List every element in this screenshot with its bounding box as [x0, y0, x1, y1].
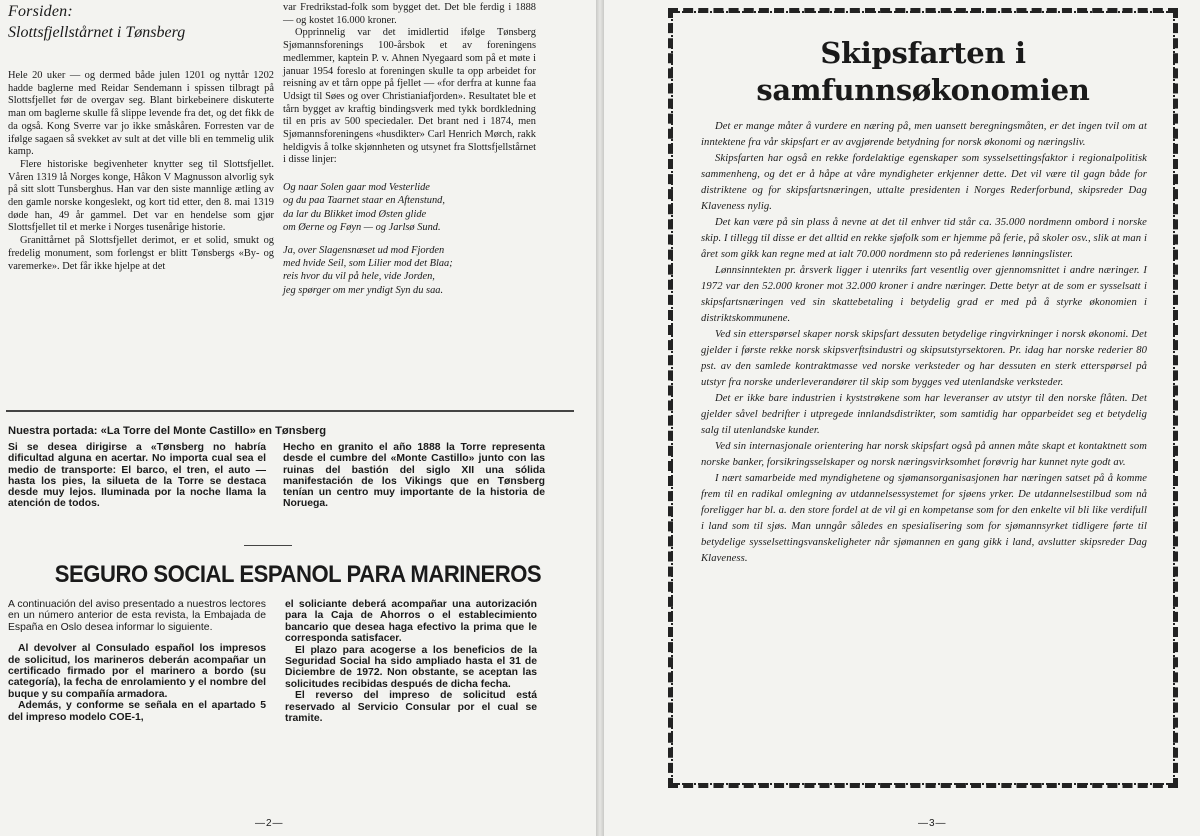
- front-paragraph: var Fredrikstad-folk som bygget det. Det ble ferdig i 1888 — og kostet 16.000 kroner.: [283, 2, 536, 26]
- seguro-paragraph: el soliciante deberá acompañar una autorización para la Caja de Ahorros o el establecimiento bancario que desea haga efectivo la prima que le corresponda satisfacer.: [285, 599, 537, 645]
- page-number: —2—: [255, 818, 284, 829]
- poem-stanza: [283, 244, 536, 297]
- left-page: [0, 0, 596, 836]
- front-column-b: [283, 2, 536, 297]
- seguro-title: SEGURO SOCIAL ESPANOL PARA MARINEROS: [54, 561, 542, 588]
- front-paragraph: Granittårnet på Slottsfjellet derimot, er et solid, smukt og fredelig monument, som forlengst er blitt Tønsbergs «By- og varemerke». Det får ikke hjelpe at det: [8, 235, 274, 272]
- seguro-paragraph: El reverso del impreso de solicitud está reservado al Servicio Consular por el cual se tramite.: [285, 690, 537, 725]
- article-paragraph: Skipsfarten har også en rekke fordelaktige egenskaper som sysselsettingsfaktor i regionalpolitisk sammenheng, og det er å håpe at våre myndigheter erkjenner dette. Det vil være til gagn både for distriktene og for skipsfartsnæringen, uttalte presidenten i Norges Rederforbund, skipsreder Dag Klaveness nylig.: [701, 153, 1147, 212]
- seguro-column-1: [8, 599, 266, 723]
- poem-line: og du paa Taarnet staar en Aftenstund,: [283, 195, 445, 207]
- seguro-paragraph: Al devolver al Consulado español los impresos de solicitud, los marineros deberán acompañar un certificado firmado por el marinero a bordo (su categoría), la fecha de enrolamiento y el nombre del buque y su compañía armadora.: [8, 643, 266, 700]
- front-paragraph: Hele 20 uker — og dermed både julen 1201 og nyttår 1202 hadde baglerne med Reidar Sendemann i spissen tilbragt på Slottsfjellet før de overgav seg. Blant birkebeinere diskuterte man om baglerne skulle få slippe levende fra det, og det fikk de da også. Kong Sverre var jo ikke småskåren. Forresten var de ifølge sagaen så svekket av sult at det ville bli en temmelig ulik kamp.: [8, 70, 274, 158]
- seguro-intro: A continuación del aviso presentado a nuestros lectores en un número anterior de esta revista, la Embajada de España en Oslo desea informar lo siguiente.: [8, 599, 266, 633]
- article-title: [673, 35, 1173, 109]
- seguro-column-2: [285, 599, 537, 724]
- article-paragraph: Ved sin etterspørsel skaper norsk skipsfart dessuten betydelige ringvirkninger i norsk økonomi. Det gjelder i første rekke norsk skipsverftsindustri og skipsutstyrsektoren. Pr. idag har norske rederier 80 pst. av den samlede kontraktmasse ved norske verksteder og har dessuten en sterk etterspørsel på utstyr fra norske underleverandører til skip som bygges ved utenlandske verksteder.: [701, 329, 1147, 388]
- article-title-line: samfunnsøkonomien: [756, 73, 1090, 107]
- section-divider: [6, 410, 574, 412]
- portada-column-1: Si se desea dirigirse a «Tønsberg no habría dificultad alguna en acertar. No importa cual sea el medio de transporte: El barco, el tren, el auto — hasta los pies, la silueta de la Torre se destaca desde muy lejos. Iluminada por la noche llama la atención de todos.: [8, 442, 266, 510]
- portada-section: [8, 424, 576, 510]
- poem-line: Og naar Solen gaar mod Vesterlide: [283, 182, 430, 194]
- front-paragraph: Opprinnelig var det imidlertid ifølge Tønsberg Sjømannsforenings 100-årsbok et av foreningens medlemmer, kaptein P. v. Ahnen Nyegaard som på et møte i januar 1954 foreslo at foreningen skulle ta opp arbeidet for reisning av et tårn oppe på fjellet — «for derfra at kunne faa Udsigt til Søes og over Christianiafjorden». Resultatet ble et tårn bygget av kraftig bindingsverk med tykk bordkledning til en pris av 500 speciedaler. Det brant ned i 1874, men Sjømannsforeningens «husdikter» Carl Henrich Mørch, rakk heldigvis å tolke skjønnheten og utsynet fra Slottsfjellstårnet i disse linjer:: [283, 27, 536, 166]
- poem-line: Ja, over Slagensnæset ud mod Fjorden: [283, 244, 445, 256]
- front-title: Slottsfjellstårnet i Tønsberg: [8, 24, 186, 41]
- page-number: —3—: [918, 818, 947, 829]
- poem-line: reis hvor du vil på hele, vide Jorden,: [283, 271, 435, 283]
- article-title-line: Skipsfarten i: [820, 36, 1026, 70]
- article-paragraph: Lønnsinntekten pr. årsverk ligger i utenriks fart vesentlig over gjennomsnittet i andre næringer. I 1972 var den 52.000 kroner mot 32.000 kroner i andre næringer. Dette betyr at de som er sysselsatt i skipsfartsnæringen ved sin skattebetaling i betydelig grad er med på å styrke økonomien i distriktskommunene.: [701, 265, 1147, 324]
- front-paragraph: Flere historiske begivenheter knytter seg til Slottsfjellet. Våren 1319 lå Norges konge, Håkon V Magnusson alvorlig syk på sitt slott Tunsberghus. Han var den siste mannlige ætling av den gamle norske kongeslekt, og kort tid etter, den 8. mai 1319 døde han, 49 år gammel. Det var en hendelse som gjør Slottsfjellet til et merke i Norges tusenårige historie.: [8, 158, 274, 234]
- poem-line: med hvide Seil, som Lilier mod det Blaa;: [283, 258, 453, 270]
- right-page: [604, 0, 1200, 836]
- article-paragraph: Det er mange måter å vurdere en næring på, men uansett beregningsmåten, er det ingen tvil om at inntektene fra vår skipsfart er av avgjørende betydning for norsk økonomi og næringsliv.: [701, 121, 1147, 148]
- poem-line: da lar du Blikket imod Østen glide: [283, 208, 427, 220]
- front-column-a: [8, 2, 274, 273]
- poem-line: jeg spørger om mer yndigt Syn du saa.: [283, 284, 444, 296]
- article-paragraph: Det er ikke bare industrien i kyststrøkene som har leveranser av utstyr til den norske flåten. Det gjelder såvel bedrifter i utpregede innlandsdistrikter, som samtidig har opparbeidet seg et betydelig salg til utenlandske kunder.: [701, 393, 1147, 436]
- poem-line: om Øerne og Føyn — og Jarlsø Sund.: [283, 221, 441, 233]
- seguro-paragraph: Además, y conforme se señala en el apartado 5 del impreso modelo COE-1,: [8, 700, 266, 723]
- article-paragraph: I nært samarbeide med myndighetene og sjømansorganisasjonen har næringen satset på å komme frem til en radikal omlegning av utdannelsessystemet for sjøens yrker. De utdannelsestilbud som nå foreligger har bl. a. den store fordel at de vil gi en kompetanse som for den enkelte vil bli like verdifull i land som til sjøs. Man unngår således en spesialisering som for sjømannsyrket tidligere førte til betydelige sysselsettingsvanskeligheter når sjømannen en gang gikk i land, avslutter skipsreder Dag Klaveness.: [701, 473, 1147, 564]
- article-paragraph: Det kan være på sin plass å nevne at det til enhver tid står ca. 35.000 nordmenn ombord i norske skip. I tillegg til disse er det alltid en rekke sjøfolk som er hjemme på ferie, på skoler osv., slik at man i året som gikk kan regne med at ialt 70.000 nordmenn sto på rederienes lønningslister.: [701, 217, 1147, 260]
- portada-column-2: Hecho en granito el año 1888 la Torre representa desde el cumbre del «Monte Castillo» junto con las ruinas del bastión del siglo XII una sólida manifestación de los Vikings que en Tønsberg tenían un centro muy importante de la historia de Noruega.: [283, 442, 545, 510]
- article-body: [701, 119, 1147, 567]
- short-divider: [244, 545, 292, 546]
- poem-stanza: [283, 181, 536, 234]
- seguro-paragraph: El plazo para acogerse a los beneficios de la Seguridad Social ha sido ampliado hasta el 31 de Diciembre de 1972. Non obstante, se aceptan las solicitudes recibidas después de dicha fecha.: [285, 644, 537, 690]
- portada-heading: Nuestra portada: «La Torre del Monte Castillo» en Tønsberg: [8, 425, 327, 437]
- article-box: [668, 8, 1178, 788]
- article-paragraph: Ved sin internasjonale orientering har norsk skipsfart også på annen måte skapt et kontaktnett som norske banker, forsikringsselskaper og norsk næringsvirksomhet forøvrig har kunnet nyte godt av.: [701, 441, 1147, 468]
- binding-gutter: [596, 0, 604, 836]
- front-kicker: Forsiden:: [8, 3, 73, 20]
